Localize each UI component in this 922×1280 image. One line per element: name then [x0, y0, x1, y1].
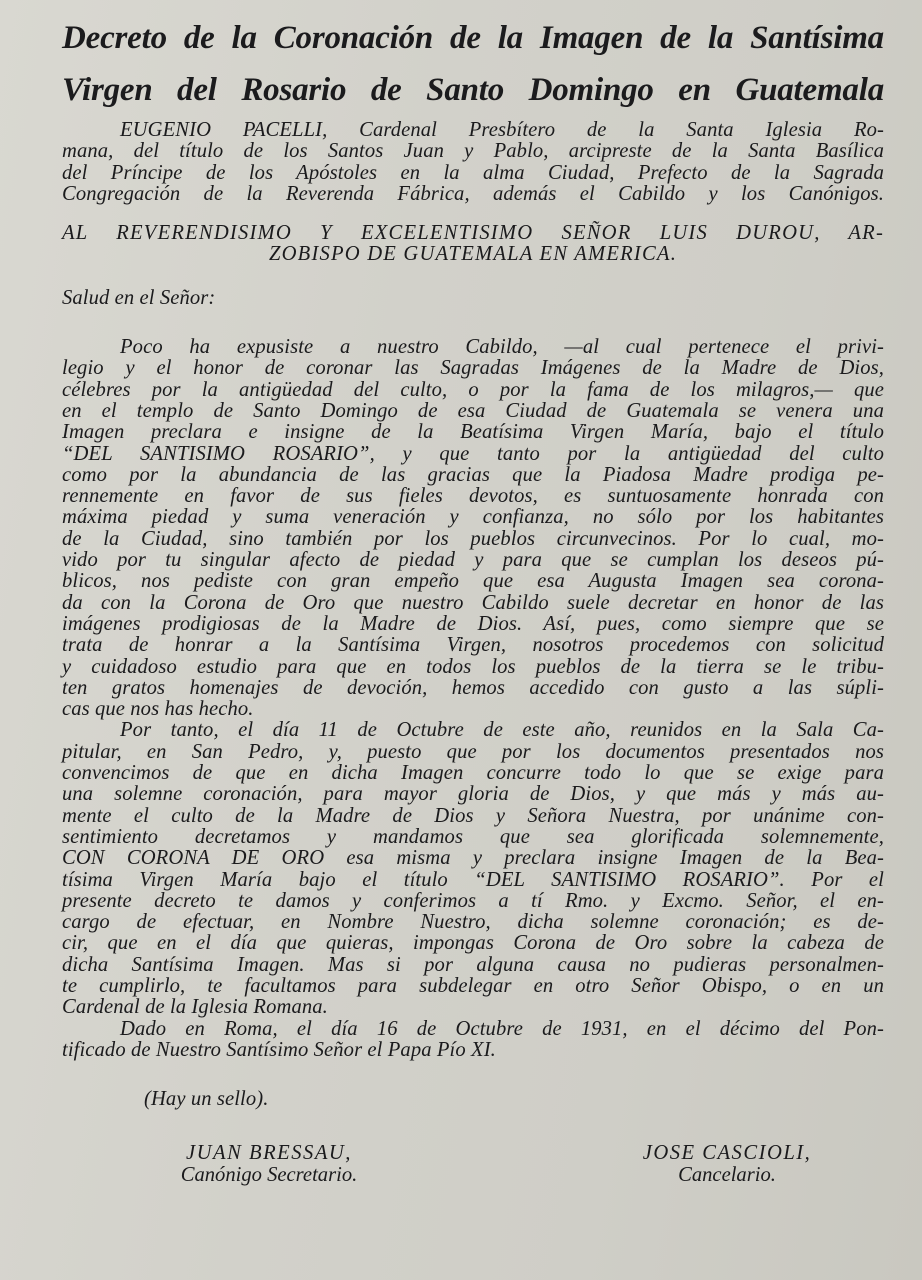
- text-line: Imagen preclara e insigne de la Beatísima Virgen María, bajo el título: [62, 421, 884, 444]
- intro-paragraph: [62, 120, 884, 205]
- text-line: Congregación de la Reverenda Fábrica, además el Cabildo y los Canónigos.: [62, 182, 884, 205]
- signatory-name: JOSE CASCIOLI,: [642, 1142, 812, 1165]
- title-line: Decreto de la Coronación de la Imagen de la Santísima: [62, 20, 884, 56]
- text-line: legio y el honor de coronar las Sagradas Imágenes de la Madre de Dios,: [62, 357, 884, 380]
- text-line: “DEL SANTISIMO ROSARIO”, y que tanto por la antigüedad del culto: [62, 442, 884, 465]
- document-title: [62, 12, 884, 116]
- text-line: ZOBISPO DE GUATEMALA EN AMERICA.: [268, 243, 678, 266]
- body-paragraph-2: [62, 720, 884, 1018]
- text-line: AL REVERENDISIMO Y EXCELENTISIMO SEÑOR LUIS DUROU, AR-: [62, 222, 884, 245]
- decree-page: [62, 12, 884, 1272]
- signatory-name: JUAN BRESSAU,: [186, 1142, 352, 1165]
- text-line: pitular, en San Pedro, y, puesto que por los documentos presentados nos: [62, 740, 884, 763]
- text-line: blicos, nos pediste con gran empeño que esa Augusta Imagen sea corona-: [62, 570, 884, 593]
- text-line: da con la Corona de Oro que nuestro Cabildo suele decretar en honor de las: [62, 591, 884, 614]
- text-line: en el templo de Santo Domingo de esa Ciudad de Guatemala se venera una: [62, 399, 884, 422]
- text-line: sentimiento decretamos y mandamos que sea glorificada solemnemente,: [62, 825, 884, 848]
- text-line: cargo de efectuar, en Nombre Nuestro, dicha solemne coronación; es de-: [62, 911, 884, 934]
- text-line: Dado en Roma, el día 16 de Octubre de 1931, en el décimo del Pon-: [120, 1017, 884, 1040]
- text-line: mana, del título de los Santos Juan y Pablo, arcipreste de la Santa Basílica: [62, 140, 884, 163]
- title-line: Virgen del Rosario de Santo Domingo en Guatemala: [62, 72, 884, 108]
- text-line: Salud en el Señor:: [62, 286, 216, 309]
- text-line: Por tanto, el día 11 de Octubre de este año, reunidos en la Sala Ca-: [120, 719, 884, 742]
- dated-paragraph: [62, 1019, 884, 1062]
- text-line: como por la abundancia de las gracias que la Piadosa Madre prodiga pe-: [62, 463, 884, 486]
- text-line: Cardenal de la Iglesia Romana.: [62, 996, 328, 1019]
- text-line: cir, que en el día que quieras, impongas Corona de Oro sobre la cabeza de: [62, 932, 884, 955]
- text-line: convencimos de que en dicha Imagen concurre todo lo que se exige para: [62, 762, 884, 785]
- text-line: trata de honrar a la Santísima Virgen, nosotros procedemos con solicitud: [62, 634, 884, 657]
- seal-note: [62, 1089, 884, 1110]
- body-paragraph-1: [62, 337, 884, 720]
- text-line: (Hay un sello).: [144, 1088, 269, 1111]
- text-line: célebres por la antigüedad del culto, o por la fama de los milagros,— que: [62, 378, 884, 401]
- text-line: tísima Virgen María bajo el título “DEL SANTISIMO ROSARIO”. Por el: [62, 868, 884, 891]
- text-line: mente el culto de la Madre de Dios y Señora Nuestra, por unánime con-: [62, 804, 884, 827]
- text-line: del Príncipe de los Apóstoles en la alma Ciudad, Prefecto de la Sagrada: [62, 161, 884, 184]
- text-line: y cuidadoso estudio para que en todos los pueblos de la tierra se le tribu-: [62, 655, 884, 678]
- text-line: CON CORONA DE ORO esa misma y preclara insigne Imagen de la Bea-: [62, 847, 884, 870]
- text-line: vido por tu singular afecto de piedad y para que se cumplan los deseos pú-: [62, 549, 884, 572]
- signature-left: [158, 1142, 380, 1186]
- text-line: EUGENIO PACELLI, Cardenal Presbítero de la Santa Iglesia Ro-: [120, 119, 884, 141]
- salutation: [62, 288, 884, 309]
- text-line: rennemente en favor de sus fieles devotos, es suntuosamente honrada con: [62, 485, 884, 508]
- text-line: de la Ciudad, sino también por los pueblos circunvecinos. Por lo cual, mo-: [62, 527, 884, 550]
- signature-right: [618, 1142, 836, 1186]
- text-line: tificado de Nuestro Santísimo Señor el Papa Pío XI.: [62, 1038, 496, 1061]
- text-line: te cumplirlo, te facultamos para subdelegar en otro Señor Obispo, o en un: [62, 974, 884, 997]
- text-line: máxima piedad y suma veneración y confianza, no sólo por los habitantes: [62, 506, 884, 529]
- signatory-role: Canónigo Secretario.: [180, 1164, 358, 1187]
- signatory-role: Cancelario.: [678, 1164, 776, 1187]
- text-line: una solemne coronación, para mayor gloria de Dios, y que más y más au-: [62, 783, 884, 806]
- text-line: cas que nos has hecho.: [62, 698, 254, 721]
- text-line: Poco ha expusiste a nuestro Cabildo, —al cual pertenece el privi-: [120, 336, 884, 359]
- address-paragraph: [62, 223, 884, 266]
- signature-block: [62, 1142, 884, 1202]
- text-line: presente decreto te damos y conferimos a tí Rmo. y Excmo. Señor, el en-: [62, 889, 884, 912]
- text-line: dicha Santísima Imagen. Mas si por alguna causa no pudieras personalmen-: [62, 953, 884, 976]
- text-line: imágenes prodigiosas de la Madre de Dios. Así, pues, como siempre que se: [62, 612, 884, 635]
- text-line: ten gratos homenajes de devoción, hemos accedido con gusto a las súpli-: [62, 676, 884, 699]
